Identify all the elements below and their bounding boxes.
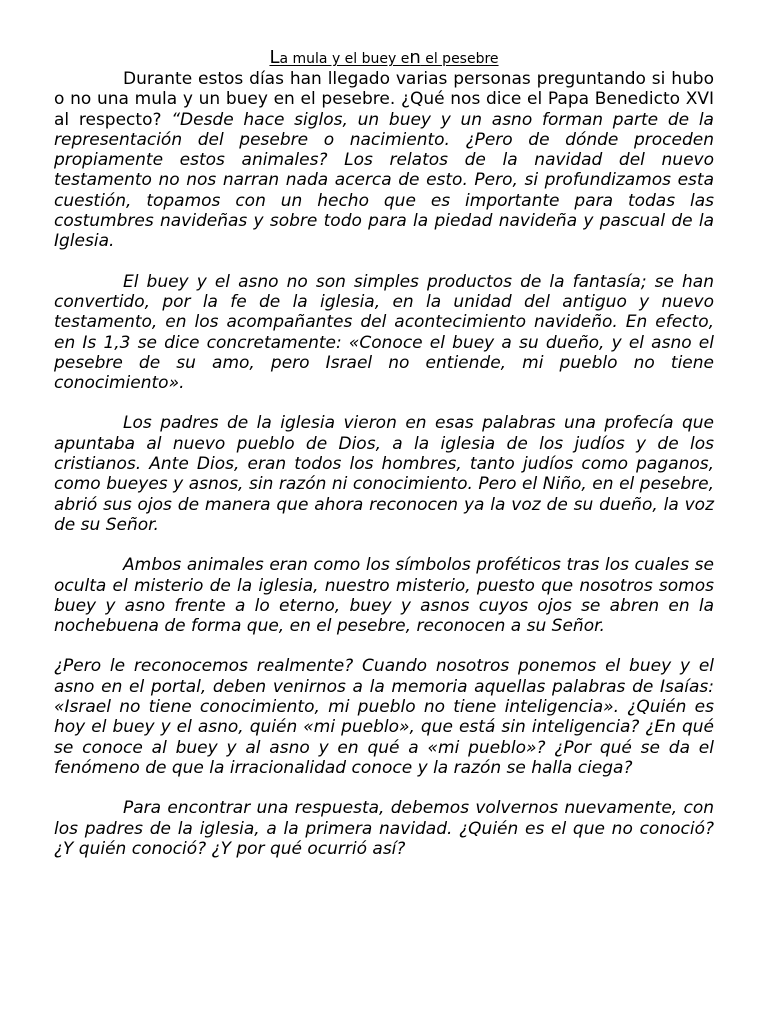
document-page — [54, 48, 714, 859]
document-title — [54, 48, 714, 69]
paragraph-1 — [54, 69, 714, 252]
paragraph-6: Para encontrar una respuesta, debemos volvernos nuevamente, con los padres de la iglesia, a la primera navidad. ¿Quién es el que no conoció? ¿Y quién conoció? ¿Y por qué ocurrió así? — [54, 798, 714, 859]
paragraph-2: El buey y el asno no son simples productos de la fantasía; se han convertido, por la fe de la iglesia, en la unidad del antiguo y nuevo testamento, en los acompañantes del acontecimiento navideño. En efecto, en Is 1,3 se dice concretamente: «Conoce el buey a su dueño, y el asno el pesebre de su amo, pero Israel no entiende, mi pueblo no tiene conocimiento». — [54, 271, 714, 394]
title-text-1: a mula y el buey e — [279, 51, 410, 67]
paragraph-1-quote: “Desde hace siglos, un buey y un asno forman parte de la representación del pesebre o nacimiento. ¿Pero de dónde proceden propiamente estos animales? Los relatos de la navidad del nuevo testamento no nos narran nada acerca de esto. Pero, si profundizamos esta cuestión, topamos con un hecho que es importante para todas las costumbres navideñas y sobre todo para la piedad navideña y pascual de la Iglesia. — [54, 109, 714, 252]
title-initial-1: L — [269, 47, 280, 68]
paragraph-4: Ambos animales eran como los símbolos proféticos tras los cuales se oculta el misterio de la iglesia, nuestro misterio, puesto que nosotros somos buey y asno frente a lo eterno, buey y asnos cuyos ojos se abren en la nochebuena de forma que, en el pesebre, reconocen a su Señor. — [54, 555, 714, 637]
paragraph-5: ¿Pero le reconocemos realmente? Cuando nosotros ponemos el buey y el asno en el portal, deben venirnos a la memoria aquellas palabras de Isaías: «Israel no tiene conocimiento, mi pueblo no tiene inteligencia». ¿Quién es hoy el buey y el asno, quién «mi pueblo», que está sin inteligencia? ¿En qué se conoce al buey y al asno y en qué a «mi pueblo»? ¿Por qué se da el fenómeno de que la irracionalidad conoce y la razón se halla ciega? — [54, 656, 714, 778]
title-initial-2: n — [409, 47, 421, 68]
title-text-2: el pesebre — [420, 51, 499, 67]
paragraph-1-lead: Durante estos días han llegado varias personas preguntando si hubo o no una mula y un buey en el pesebre. ¿Qué nos dice el Papa Benedicto XVI al respecto? — [54, 69, 714, 130]
paragraph-3: Los padres de la iglesia vieron en esas palabras una profecía que apuntaba al nuevo pueblo de Dios, a la iglesia de los judíos y de los cristianos. Ante Dios, eran todos los hombres, tanto judíos como paganos, como bueyes y asnos, sin razón ni conocimiento. Pero el Niño, en el pesebre, abrió sus ojos de manera que ahora reconocen ya la voz de su dueño, la voz de su Señor. — [54, 413, 714, 535]
